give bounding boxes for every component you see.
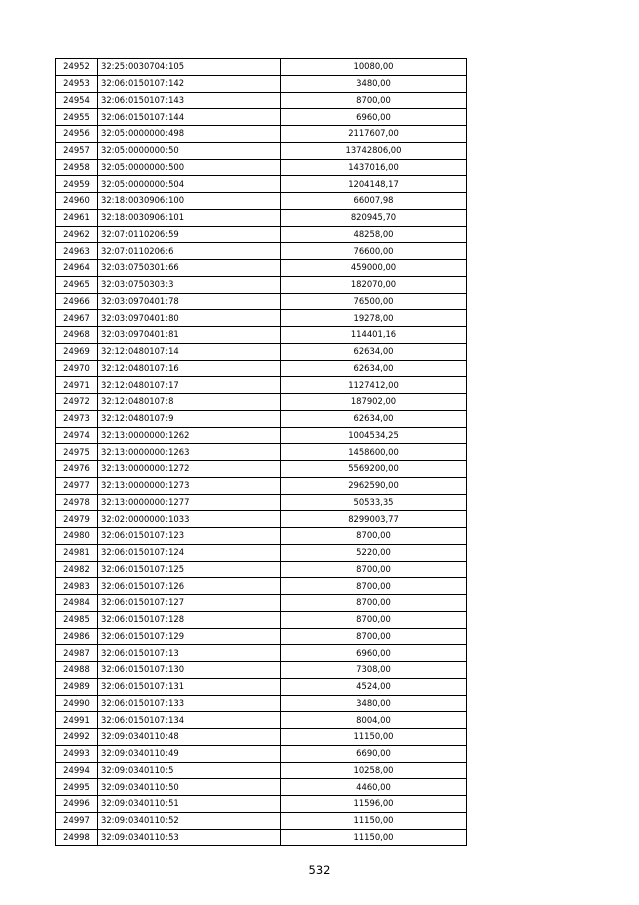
row-number-cell: 24975 <box>56 444 98 461</box>
table-row <box>56 377 467 394</box>
value-cell: 4524,00 <box>281 678 467 695</box>
table-row <box>56 410 467 427</box>
cadastral-number-cell: 32:05:0000000:504 <box>98 176 281 193</box>
table-row <box>56 176 467 193</box>
cadastral-number-cell: 32:09:0340110:51 <box>98 796 281 813</box>
row-number-cell: 24972 <box>56 394 98 411</box>
table-row <box>56 327 467 344</box>
cadastral-number-cell: 32:07:0110206:6 <box>98 243 281 260</box>
cadastral-number-cell: 32:13:0000000:1272 <box>98 461 281 478</box>
cadastral-number-cell: 32:03:0970401:80 <box>98 310 281 327</box>
cadastral-number-cell: 32:12:0480107:17 <box>98 377 281 394</box>
row-number-cell: 24987 <box>56 645 98 662</box>
value-cell: 11150,00 <box>281 729 467 746</box>
value-cell: 6960,00 <box>281 645 467 662</box>
row-number-cell: 24954 <box>56 92 98 109</box>
value-cell: 820945,70 <box>281 209 467 226</box>
cadastral-number-cell: 32:18:0030906:100 <box>98 193 281 210</box>
value-cell: 10080,00 <box>281 59 467 76</box>
cadastral-value-table <box>55 58 467 846</box>
row-number-cell: 24989 <box>56 678 98 695</box>
value-cell: 48258,00 <box>281 226 467 243</box>
value-cell: 4460,00 <box>281 779 467 796</box>
table-row <box>56 796 467 813</box>
value-cell: 62634,00 <box>281 360 467 377</box>
row-number-cell: 24979 <box>56 511 98 528</box>
table-row <box>56 444 467 461</box>
table-row <box>56 477 467 494</box>
table-row <box>56 193 467 210</box>
cadastral-number-cell: 32:13:0000000:1273 <box>98 477 281 494</box>
table-row <box>56 611 467 628</box>
cadastral-number-cell: 32:13:0000000:1262 <box>98 427 281 444</box>
row-number-cell: 24998 <box>56 829 98 846</box>
table-row <box>56 226 467 243</box>
value-cell: 19278,00 <box>281 310 467 327</box>
row-number-cell: 24985 <box>56 611 98 628</box>
table-row <box>56 360 467 377</box>
row-number-cell: 24970 <box>56 360 98 377</box>
value-cell: 8299003,77 <box>281 511 467 528</box>
value-cell: 6690,00 <box>281 745 467 762</box>
row-number-cell: 24994 <box>56 762 98 779</box>
value-cell: 5220,00 <box>281 544 467 561</box>
cadastral-number-cell: 32:06:0150107:142 <box>98 75 281 92</box>
value-cell: 11150,00 <box>281 829 467 846</box>
row-number-cell: 24952 <box>56 59 98 76</box>
cadastral-number-cell: 32:06:0150107:124 <box>98 544 281 561</box>
row-number-cell: 24968 <box>56 327 98 344</box>
row-number-cell: 24982 <box>56 561 98 578</box>
table-row <box>56 142 467 159</box>
table-row <box>56 209 467 226</box>
row-number-cell: 24997 <box>56 812 98 829</box>
cadastral-number-cell: 32:06:0150107:129 <box>98 628 281 645</box>
row-number-cell: 24955 <box>56 109 98 126</box>
cadastral-number-cell: 32:03:0750301:66 <box>98 260 281 277</box>
cadastral-number-cell: 32:12:0480107:16 <box>98 360 281 377</box>
row-number-cell: 24996 <box>56 796 98 813</box>
cadastral-number-cell: 32:02:0000000:1033 <box>98 511 281 528</box>
cadastral-number-cell: 32:06:0150107:127 <box>98 595 281 612</box>
table-row <box>56 812 467 829</box>
table-row <box>56 75 467 92</box>
value-cell: 182070,00 <box>281 276 467 293</box>
value-cell: 11596,00 <box>281 796 467 813</box>
table-row <box>56 662 467 679</box>
table-row <box>56 561 467 578</box>
table-row <box>56 595 467 612</box>
cadastral-number-cell: 32:06:0150107:130 <box>98 662 281 679</box>
cadastral-number-cell: 32:09:0340110:50 <box>98 779 281 796</box>
value-cell: 1127412,00 <box>281 377 467 394</box>
cadastral-number-cell: 32:05:0000000:500 <box>98 159 281 176</box>
table-row <box>56 628 467 645</box>
table-row <box>56 779 467 796</box>
table-row <box>56 260 467 277</box>
table-row <box>56 678 467 695</box>
cadastral-number-cell: 32:13:0000000:1277 <box>98 494 281 511</box>
value-cell: 11150,00 <box>281 812 467 829</box>
value-cell: 2962590,00 <box>281 477 467 494</box>
cadastral-number-cell: 32:06:0150107:126 <box>98 578 281 595</box>
row-number-cell: 24984 <box>56 595 98 612</box>
value-cell: 8700,00 <box>281 595 467 612</box>
row-number-cell: 24956 <box>56 126 98 143</box>
table-row <box>56 511 467 528</box>
value-cell: 76500,00 <box>281 293 467 310</box>
cadastral-number-cell: 32:13:0000000:1263 <box>98 444 281 461</box>
row-number-cell: 24974 <box>56 427 98 444</box>
table-body <box>56 59 467 846</box>
cadastral-number-cell: 32:03:0750303:3 <box>98 276 281 293</box>
value-cell: 76600,00 <box>281 243 467 260</box>
value-cell: 114401,16 <box>281 327 467 344</box>
table-row <box>56 712 467 729</box>
value-cell: 13742806,00 <box>281 142 467 159</box>
row-number-cell: 24986 <box>56 628 98 645</box>
value-cell: 50533,35 <box>281 494 467 511</box>
row-number-cell: 24958 <box>56 159 98 176</box>
table-row <box>56 762 467 779</box>
value-cell: 5569200,00 <box>281 461 467 478</box>
table-row <box>56 494 467 511</box>
table-row <box>56 729 467 746</box>
value-cell: 66007,98 <box>281 193 467 210</box>
value-cell: 8700,00 <box>281 561 467 578</box>
row-number-cell: 24969 <box>56 343 98 360</box>
page-number: 532 <box>308 863 331 877</box>
row-number-cell: 24991 <box>56 712 98 729</box>
value-cell: 6960,00 <box>281 109 467 126</box>
cadastral-number-cell: 32:05:0000000:50 <box>98 142 281 159</box>
cadastral-number-cell: 32:09:0340110:52 <box>98 812 281 829</box>
value-cell: 459000,00 <box>281 260 467 277</box>
row-number-cell: 24963 <box>56 243 98 260</box>
value-cell: 10258,00 <box>281 762 467 779</box>
cadastral-number-cell: 32:06:0150107:123 <box>98 528 281 545</box>
table-row <box>56 159 467 176</box>
table-row <box>56 126 467 143</box>
row-number-cell: 24992 <box>56 729 98 746</box>
table-row <box>56 645 467 662</box>
row-number-cell: 24967 <box>56 310 98 327</box>
table-row <box>56 109 467 126</box>
row-number-cell: 24980 <box>56 528 98 545</box>
table-row <box>56 461 467 478</box>
cadastral-number-cell: 32:03:0970401:81 <box>98 327 281 344</box>
table-row <box>56 276 467 293</box>
row-number-cell: 24966 <box>56 293 98 310</box>
table-row <box>56 343 467 360</box>
cadastral-number-cell: 32:06:0150107:143 <box>98 92 281 109</box>
cadastral-number-cell: 32:12:0480107:9 <box>98 410 281 427</box>
row-number-cell: 24961 <box>56 209 98 226</box>
value-cell: 187902,00 <box>281 394 467 411</box>
value-cell: 8700,00 <box>281 628 467 645</box>
row-number-cell: 24988 <box>56 662 98 679</box>
value-cell: 1204148,17 <box>281 176 467 193</box>
value-cell: 8700,00 <box>281 611 467 628</box>
value-cell: 3480,00 <box>281 695 467 712</box>
row-number-cell: 24976 <box>56 461 98 478</box>
value-cell: 8700,00 <box>281 578 467 595</box>
cadastral-number-cell: 32:03:0970401:78 <box>98 293 281 310</box>
row-number-cell: 24965 <box>56 276 98 293</box>
value-cell: 1004534,25 <box>281 427 467 444</box>
cadastral-number-cell: 32:06:0150107:133 <box>98 695 281 712</box>
row-number-cell: 24957 <box>56 142 98 159</box>
value-cell: 3480,00 <box>281 75 467 92</box>
cadastral-number-cell: 32:07:0110206:59 <box>98 226 281 243</box>
value-cell: 8004,00 <box>281 712 467 729</box>
table-row <box>56 243 467 260</box>
row-number-cell: 24990 <box>56 695 98 712</box>
table-row <box>56 394 467 411</box>
row-number-cell: 24978 <box>56 494 98 511</box>
cadastral-number-cell: 32:06:0150107:134 <box>98 712 281 729</box>
row-number-cell: 24962 <box>56 226 98 243</box>
row-number-cell: 24977 <box>56 477 98 494</box>
cadastral-number-cell: 32:06:0150107:131 <box>98 678 281 695</box>
row-number-cell: 24971 <box>56 377 98 394</box>
row-number-cell: 24981 <box>56 544 98 561</box>
value-cell: 2117607,00 <box>281 126 467 143</box>
row-number-cell: 24953 <box>56 75 98 92</box>
cadastral-number-cell: 32:06:0150107:13 <box>98 645 281 662</box>
cadastral-number-cell: 32:18:0030906:101 <box>98 209 281 226</box>
row-number-cell: 24993 <box>56 745 98 762</box>
value-cell: 62634,00 <box>281 410 467 427</box>
table-row <box>56 59 467 76</box>
table-row <box>56 310 467 327</box>
row-number-cell: 24973 <box>56 410 98 427</box>
value-cell: 8700,00 <box>281 528 467 545</box>
row-number-cell: 24983 <box>56 578 98 595</box>
cadastral-number-cell: 32:12:0480107:14 <box>98 343 281 360</box>
cadastral-number-cell: 32:12:0480107:8 <box>98 394 281 411</box>
table-row <box>56 427 467 444</box>
value-cell: 62634,00 <box>281 343 467 360</box>
row-number-cell: 24960 <box>56 193 98 210</box>
value-cell: 7308,00 <box>281 662 467 679</box>
table-row <box>56 829 467 846</box>
cadastral-number-cell: 32:05:0000000:498 <box>98 126 281 143</box>
cadastral-number-cell: 32:09:0340110:49 <box>98 745 281 762</box>
cadastral-number-cell: 32:09:0340110:5 <box>98 762 281 779</box>
table-row <box>56 293 467 310</box>
cadastral-number-cell: 32:06:0150107:144 <box>98 109 281 126</box>
cadastral-number-cell: 32:09:0340110:48 <box>98 729 281 746</box>
row-number-cell: 24964 <box>56 260 98 277</box>
table-row <box>56 528 467 545</box>
table-row <box>56 92 467 109</box>
value-cell: 1458600,00 <box>281 444 467 461</box>
table-row <box>56 544 467 561</box>
value-cell: 8700,00 <box>281 92 467 109</box>
cadastral-number-cell: 32:06:0150107:128 <box>98 611 281 628</box>
row-number-cell: 24959 <box>56 176 98 193</box>
cadastral-number-cell: 32:06:0150107:125 <box>98 561 281 578</box>
table-row <box>56 578 467 595</box>
value-cell: 1437016,00 <box>281 159 467 176</box>
cadastral-number-cell: 32:09:0340110:53 <box>98 829 281 846</box>
table-row <box>56 745 467 762</box>
row-number-cell: 24995 <box>56 779 98 796</box>
cadastral-number-cell: 32:25:0030704:105 <box>98 59 281 76</box>
table-row <box>56 695 467 712</box>
